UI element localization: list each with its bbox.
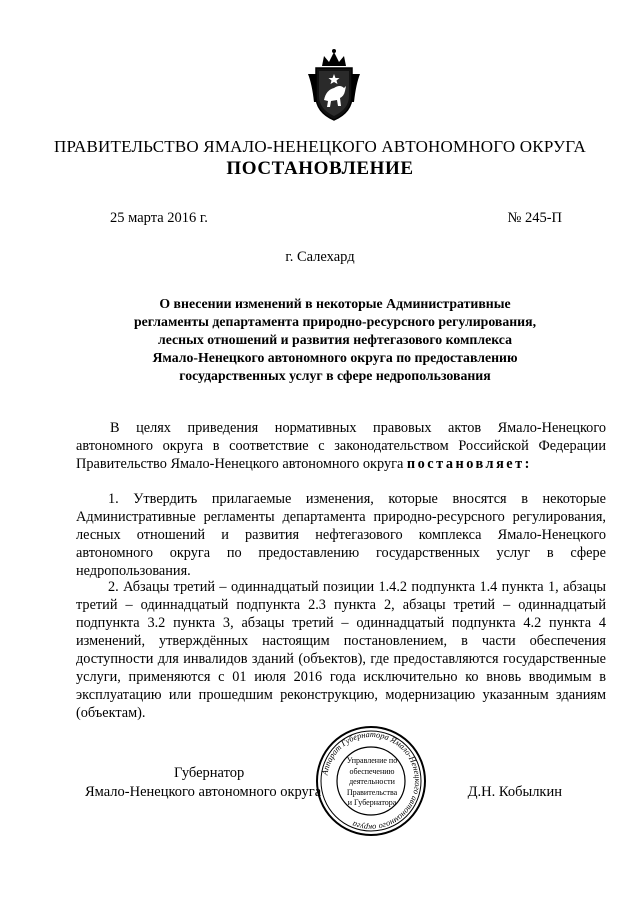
document-kind-title: ПОСТАНОВЛЕНИЕ	[226, 158, 414, 179]
document-number: № 245-П	[507, 210, 562, 226]
item-2-paragraph: 2. Абзацы третий – одиннадцатый позиции 1.4.2 подпункта 1.4 пункта 1, абзацы третий – одиннадцатый подпункта 2.3 пункта 2, абзацы третий – одиннадцатый подпункта 3.2 пункта 3, абзацы третий – одиннадцатый подпункта 4.2 пункта 4 изменений, утверждённых настоящим постановлением, в части обеспечения доступности для инвалидов зданий (объектов), где предоставляются государственные услуги, применяются с 01 июля 2016 года исключительно ко вновь вводимым в эксплуатацию или прошедшим реконструкцию, модернизацию указанным зданиям (объектам).	[76, 579, 606, 721]
preamble-paragraph	[76, 419, 606, 473]
signatory-region: Ямало-Ненецкого автономного округа	[85, 784, 322, 800]
subject-line: Ямало-Ненецкого автономного округа по предоставлению	[152, 350, 518, 365]
document-subject	[110, 295, 560, 385]
signatory-name: Д.Н. Кобылкин	[467, 784, 562, 800]
subject-line: регламенты департамента природно-ресурсного регулирования,	[133, 314, 537, 329]
document-city: г. Салехард	[285, 249, 355, 265]
subject-line: лесных отношений и развития нефтегазового комплекса	[158, 332, 512, 347]
seal-line: обеспечению	[349, 766, 395, 776]
government-title: ПРАВИТЕЛЬСТВО ЯМАЛО-НЕНЕЦКОГО АВТОНОМНОГО ОКРУГА	[54, 137, 586, 156]
document-date: 25 марта 2016 г.	[110, 210, 208, 226]
seal-line: деятельности	[349, 777, 395, 786]
coat-of-arms-emblem	[304, 44, 364, 124]
seal-line: Управление по	[346, 756, 398, 765]
seal-inner-text	[339, 756, 405, 809]
seal-line: Правительства	[346, 787, 398, 797]
seal-ring-text: Аппарат Губернатора Ямало-Ненецкого автономного округа	[320, 729, 423, 833]
item-1-paragraph: 1. Утвердить прилагаемые изменения, которые вносятся в некоторые Административные регламенты департамента природно-ресурсного регулирования, лесных отношений и развития нефтегазового комплекса Ямало-Ненецкого автономного округа по предоставлению государственных услуг в сфере недропользования.	[76, 491, 606, 579]
subject-line: О внесении изменений в некоторые Административные	[159, 296, 511, 311]
decree-keyword: постановляет:	[406, 456, 532, 472]
preamble-text: В целях приведения нормативных правовых актов Ямало-Ненецкого автономного округа в соответствие с законодательством Российской Федерации Правительство Ямало-Ненецкого автономного округа	[76, 420, 606, 472]
signatory-position: Губернатор	[174, 765, 245, 781]
seal-line: и Губернатора	[347, 798, 397, 807]
subject-line: государственных услуг в сфере недропользования	[179, 368, 491, 383]
